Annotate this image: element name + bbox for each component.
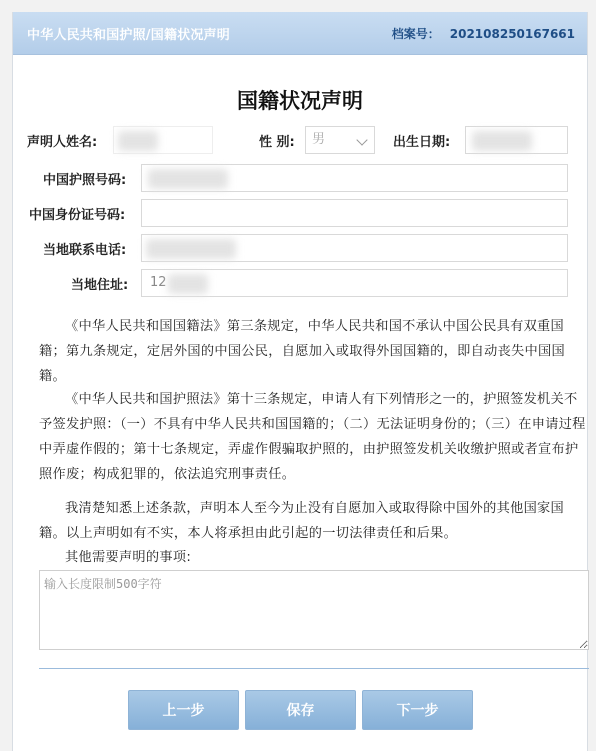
gender-label: 性 别: [259,134,295,150]
page-title: 国籍状况声明 [237,89,363,113]
passport-label: 中国护照号码: [43,172,127,188]
birth-date-field[interactable] [465,126,568,154]
phone-label: 当地联系电话: [43,242,127,258]
gender-value: 男 [312,132,326,147]
divider [39,668,589,669]
address-label: 当地住址: [71,277,129,293]
archive-number: 2021082501676​61 [449,26,575,41]
nationality-law-paragraph: 《中华人民共和国国籍法》第三条规定，中华人民共和国不承认中国公民具有双重国籍；第九条规定，定居外国的中国公民，自愿加入或取得外国国籍的，即自动丧失中国国籍。 [39,319,566,384]
phone-field[interactable] [141,234,568,262]
phone-row [43,234,126,262]
name-label: 声明人姓名: [27,134,98,150]
birth-row [393,126,450,154]
id-row [29,199,125,227]
header-bar [13,12,587,55]
birth-label: 出生日期: [393,134,451,150]
gender-select[interactable] [305,126,375,154]
form-window [12,12,588,751]
redacted-name [118,131,158,151]
redacted-passport-number [148,169,228,189]
name-field[interactable] [113,126,213,154]
declaration-paragraph: 我清楚知悉上述条款，声明本人至今为止没有自愿加入或取得除中国外的其他国家国籍。以上声明如有不实，本人将承担由此引起的一切法律责任和后果。 [39,501,565,541]
redacted-phone [146,239,236,259]
gender-row [259,126,295,154]
chevron-down-icon [356,134,367,145]
redacted-birth-date [472,131,532,151]
address-row [71,269,128,297]
header-title: 中华人民共和国护照/国籍状况声明 [27,27,230,43]
other-matters-label: 其他需要声明的事项: [65,550,192,565]
id-number-field[interactable] [141,199,568,227]
id-label: 中国身份证号码: [29,207,126,223]
address-value: 12 [150,275,167,290]
passport-law-paragraph: 《中华人民共和国护照法》第十三条规定，申请人有下列情形之一的，护照签发机关不予签发护照：（一）不具有中华人民共和国国籍的；（二）无法证明身份的；（三）在申请过程中弄虚作假的；第十七条规定，弄虚作假骗取护照的，由护照签发机关收缴护照或者宣布护照作废；构成犯罪的，依法追究刑事责任。 [39,392,586,482]
next-step-button[interactable]: 下一步 [362,690,473,730]
previous-step-button[interactable]: 上一步 [128,690,239,730]
other-matters-textarea[interactable] [39,570,589,650]
redacted-address [168,274,208,294]
save-button[interactable]: 保存 [245,690,356,730]
address-field[interactable] [141,269,568,297]
name-row [27,126,97,154]
passport-row [43,164,126,192]
passport-number-field[interactable] [141,164,568,192]
archive-label: 档案号： [391,26,440,41]
archive-info [392,25,575,42]
